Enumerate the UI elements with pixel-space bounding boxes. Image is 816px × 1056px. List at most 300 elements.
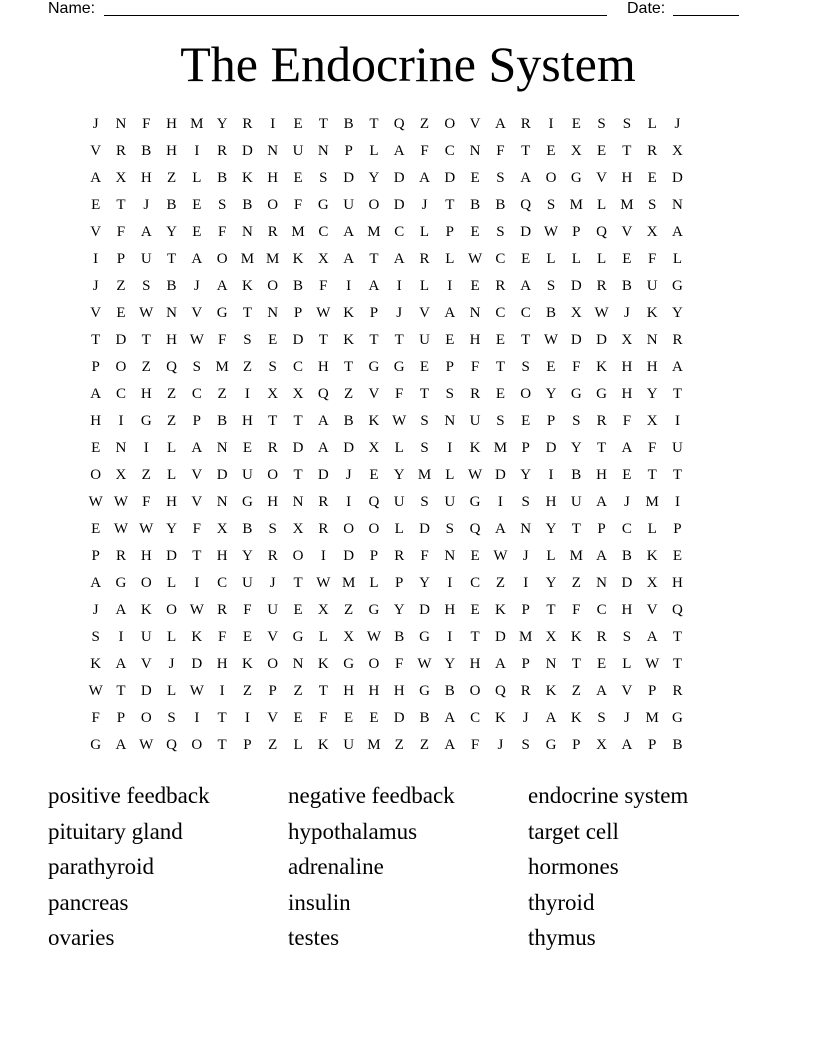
word-list-item: pancreas (48, 889, 129, 915)
grid-letter: F (217, 629, 227, 645)
grid-row (83, 732, 690, 759)
grid-letter: H (646, 359, 658, 375)
grid-letter: L (597, 251, 607, 267)
grid-letter: R (419, 251, 430, 267)
grid-letter: J (623, 710, 630, 726)
grid-row (83, 246, 690, 273)
grid-letter: F (192, 521, 201, 537)
grid-letter: A (494, 656, 506, 672)
grid-letter: H (242, 413, 253, 429)
grid-letter: O (545, 170, 557, 186)
grid-letter: I (447, 629, 453, 645)
grid-letter: T (419, 386, 430, 402)
grid-letter: A (90, 170, 102, 186)
grid-letter: L (672, 251, 683, 267)
grid-letter: A (393, 251, 405, 267)
grid-letter: E (293, 170, 303, 186)
grid-letter: Y (242, 548, 253, 564)
grid-letter: C (115, 386, 126, 402)
grid-letter: J (674, 116, 681, 132)
letter-grid (83, 111, 690, 759)
grid-letter: L (192, 170, 202, 186)
grid-letter: L (318, 629, 328, 645)
grid-letter: T (521, 143, 531, 159)
grid-letter: F (243, 602, 252, 618)
grid-letter: L (166, 575, 177, 591)
grid-letter: G (570, 386, 582, 402)
word-list-item: testes (288, 925, 340, 951)
grid-letter: B (166, 278, 177, 294)
grid-letter: T (369, 332, 379, 348)
grid-letter: V (90, 305, 102, 321)
grid-letter: C (621, 521, 632, 537)
grid-letter: T (369, 116, 379, 132)
grid-letter: B (571, 467, 582, 483)
grid-letter: H (621, 386, 633, 402)
grid-letter: V (90, 143, 102, 159)
grid-letter: V (191, 305, 203, 321)
grid-letter: I (346, 494, 352, 510)
grid-letter: E (622, 251, 632, 267)
grid-letter: L (597, 197, 607, 213)
grid-letter: K (343, 305, 355, 321)
grid-letter: J (168, 656, 175, 672)
word-list-item: target cell (528, 818, 619, 844)
grid-letter: P (648, 737, 657, 753)
grid-letter: O (140, 575, 152, 591)
grid-letter: F (496, 143, 505, 159)
grid-letter: I (93, 251, 99, 267)
grid-letter: B (166, 197, 177, 213)
grid-letter: J (522, 710, 529, 726)
grid-letter: Y (393, 602, 405, 618)
grid-letter: P (243, 737, 252, 753)
grid-letter: K (242, 278, 253, 294)
grid-letter: W (88, 683, 103, 699)
grid-letter: R (267, 548, 278, 564)
grid-letter: B (495, 197, 506, 213)
grid-letter: P (445, 359, 454, 375)
grid-letter: E (470, 278, 480, 294)
grid-letter: Z (571, 575, 581, 591)
grid-letter: K (90, 656, 102, 672)
grid-letter: E (116, 305, 126, 321)
grid-letter: K (646, 305, 658, 321)
grid-letter: G (216, 305, 228, 321)
grid-letter: A (444, 710, 456, 726)
grid-letter: A (444, 737, 456, 753)
grid-letter: D (570, 332, 582, 348)
grid-letter: M (519, 629, 533, 645)
grid-letter: O (216, 251, 228, 267)
grid-letter: N (115, 440, 127, 456)
grid-letter: W (189, 683, 204, 699)
grid-letter: F (91, 710, 100, 726)
grid-letter: I (396, 278, 402, 294)
grid-letter: U (343, 197, 355, 213)
grid-row (83, 570, 690, 597)
grid-letter: S (496, 413, 505, 429)
grid-letter: N (216, 440, 228, 456)
grid-letter: K (596, 359, 607, 375)
grid-row (83, 192, 690, 219)
grid-letter: O (444, 116, 456, 132)
grid-letter: L (419, 224, 430, 240)
word-list-item: thymus (528, 925, 596, 951)
grid-letter: T (166, 251, 177, 267)
grid-row (83, 381, 690, 408)
grid-letter: E (242, 629, 253, 645)
grid-letter: V (90, 224, 102, 240)
grid-letter: A (115, 602, 127, 618)
grid-letter: W (392, 413, 407, 429)
grid-letter: H (140, 170, 152, 186)
grid-letter: K (570, 629, 582, 645)
grid-letter: F (470, 359, 480, 375)
grid-letter: N (267, 143, 279, 159)
grid-letter: B (343, 413, 354, 429)
grid-letter: O (90, 467, 102, 483)
date-blank-line (673, 15, 739, 16)
grid-letter: S (546, 278, 556, 294)
grid-row (83, 516, 690, 543)
grid-letter: Z (571, 683, 581, 699)
grid-letter: Z (344, 602, 354, 618)
grid-letter: X (292, 521, 304, 537)
grid-letter: G (672, 710, 683, 726)
grid-letter: S (420, 494, 429, 510)
grid-letter: T (344, 359, 354, 375)
grid-letter: O (368, 197, 380, 213)
grid-letter: G (140, 413, 152, 429)
grid-letter: J (143, 197, 150, 213)
grid-letter: T (318, 332, 328, 348)
grid-letter: J (269, 575, 276, 591)
grid-letter: L (546, 548, 556, 564)
grid-letter: A (191, 440, 203, 456)
grid-letter: I (320, 548, 326, 564)
grid-letter: H (166, 494, 177, 510)
grid-letter: M (291, 224, 305, 240)
grid-letter: A (216, 278, 228, 294)
grid-letter: G (90, 737, 102, 753)
grid-letter: K (545, 683, 557, 699)
grid-letter: D (545, 440, 557, 456)
grid-letter: V (267, 629, 279, 645)
grid-letter: W (189, 602, 204, 618)
grid-letter: V (267, 710, 279, 726)
grid-letter: A (494, 116, 506, 132)
grid-letter: F (420, 548, 429, 564)
grid-letter: T (293, 575, 303, 591)
grid-letter: W (468, 251, 483, 267)
grid-letter: H (267, 494, 279, 510)
grid-letter: L (369, 143, 379, 159)
grid-letter: W (417, 656, 432, 672)
grid-letter: T (672, 629, 683, 645)
grid-letter: F (116, 224, 126, 240)
header (0, 0, 816, 20)
grid-letter: Z (242, 359, 253, 375)
grid-letter: G (368, 602, 380, 618)
grid-letter: N (216, 494, 228, 510)
grid-letter: B (470, 197, 481, 213)
grid-letter: A (672, 224, 683, 240)
grid-letter: C (394, 224, 405, 240)
grid-letter: E (597, 656, 607, 672)
grid-letter: R (520, 683, 531, 699)
grid-letter: N (444, 548, 456, 564)
grid-letter: M (341, 575, 356, 591)
grid-letter: A (90, 575, 102, 591)
grid-letter: I (548, 467, 554, 483)
grid-letter: W (113, 494, 129, 510)
grid-letter: V (140, 656, 152, 672)
grid-letter: L (647, 521, 657, 537)
grid-letter: T (268, 413, 278, 429)
grid-letter: H (140, 386, 152, 402)
grid-letter: H (166, 143, 177, 159)
grid-letter: T (242, 305, 253, 321)
grid-letter: E (242, 440, 253, 456)
grid-letter: H (368, 683, 380, 699)
grid-letter: Y (545, 521, 557, 537)
grid-letter: F (420, 143, 429, 159)
grid-letter: I (270, 116, 276, 132)
grid-letter: G (570, 170, 582, 186)
grid-letter: G (317, 197, 329, 213)
grid-letter: R (495, 278, 506, 294)
grid-letter: Y (393, 467, 405, 483)
grid-letter: U (140, 629, 152, 645)
grid-letter: Q (596, 224, 607, 240)
grid-letter: A (545, 710, 557, 726)
grid-letter: O (166, 602, 177, 618)
grid-letter: C (495, 305, 506, 321)
grid-letter: K (494, 710, 506, 726)
grid-letter: A (596, 548, 607, 564)
grid-letter: F (142, 494, 151, 510)
grid-letter: X (545, 629, 557, 645)
grid-letter: X (317, 602, 329, 618)
grid-letter: R (267, 440, 278, 456)
grid-letter: P (572, 224, 581, 240)
grid-letter: A (140, 224, 152, 240)
grid-letter: L (622, 656, 632, 672)
grid-letter: L (369, 575, 379, 591)
grid-letter: O (368, 656, 380, 672)
grid-letter: P (116, 710, 126, 726)
grid-letter: F (572, 359, 581, 375)
grid-letter: S (572, 413, 581, 429)
grid-letter: T (116, 683, 126, 699)
grid-letter: O (267, 197, 279, 213)
grid-letter: I (244, 710, 250, 726)
grid-letter: J (396, 305, 403, 321)
grid-letter: B (621, 278, 632, 294)
grid-letter: W (468, 467, 483, 483)
grid-letter: G (242, 494, 253, 510)
grid-letter: S (521, 737, 530, 753)
grid-letter: T (571, 521, 581, 537)
grid-letter: S (622, 629, 632, 645)
grid-letter: E (419, 359, 430, 375)
grid-letter: S (142, 278, 151, 294)
grid-letter: T (521, 332, 531, 348)
grid-letter: M (569, 548, 583, 564)
grid-letter: B (242, 197, 253, 213)
grid-letter: E (369, 710, 379, 726)
grid-letter: S (91, 629, 100, 645)
grid-letter: K (368, 413, 380, 429)
grid-letter: N (317, 143, 329, 159)
grid-letter: D (166, 548, 177, 564)
grid-letter: G (115, 575, 127, 591)
grid-letter: U (570, 494, 582, 510)
grid-letter: R (596, 629, 607, 645)
grid-letter: Q (166, 359, 177, 375)
grid-letter: N (444, 413, 456, 429)
grid-letter: M (417, 467, 432, 483)
grid-letter: A (494, 521, 506, 537)
grid-letter: Y (545, 575, 557, 591)
grid-letter: T (217, 737, 227, 753)
grid-letter: H (166, 116, 177, 132)
grid-letter: P (395, 575, 404, 591)
grid-letter: A (191, 251, 203, 267)
grid-letter: X (570, 143, 582, 159)
grid-letter: F (572, 602, 581, 618)
grid-letter: Z (242, 683, 253, 699)
grid-letter: X (596, 737, 607, 753)
grid-letter: U (343, 737, 355, 753)
grid-letter: F (648, 440, 657, 456)
grid-letter: H (216, 548, 228, 564)
grid-letter: L (419, 278, 430, 294)
grid-letter: T (445, 197, 455, 213)
grid-letter: E (445, 332, 455, 348)
grid-letter: E (546, 359, 556, 375)
grid-letter: T (495, 359, 505, 375)
grid-letter: A (596, 683, 607, 699)
grid-letter: J (421, 197, 428, 213)
grid-letter: Y (368, 170, 380, 186)
grid-letter: A (419, 170, 430, 186)
grid-letter: I (674, 413, 680, 429)
grid-letter: M (493, 440, 508, 456)
grid-letter: E (495, 386, 505, 402)
grid-letter: D (343, 548, 355, 564)
grid-letter: H (444, 602, 456, 618)
grid-letter: D (343, 170, 355, 186)
word-list-item: insulin (288, 889, 351, 915)
grid-letter: N (672, 197, 683, 213)
grid-letter: H (343, 683, 355, 699)
grid-letter: O (292, 548, 304, 564)
grid-letter: T (571, 656, 581, 672)
grid-letter: D (216, 467, 228, 483)
grid-letter: S (597, 710, 606, 726)
grid-letter: A (646, 629, 658, 645)
grid-letter: L (571, 251, 581, 267)
grid-letter: A (672, 359, 683, 375)
grid-letter: U (242, 575, 253, 591)
grid-row (83, 300, 690, 327)
grid-letter: E (369, 467, 379, 483)
grid-letter: D (343, 440, 355, 456)
grid-letter: Q (368, 494, 380, 510)
grid-letter: A (621, 440, 633, 456)
grid-letter: K (343, 332, 355, 348)
grid-letter: L (445, 251, 455, 267)
grid-letter: N (267, 305, 279, 321)
grid-letter: W (493, 548, 508, 564)
grid-letter: Y (216, 116, 228, 132)
grid-row (83, 138, 690, 165)
grid-letter: E (268, 332, 278, 348)
grid-letter: I (548, 116, 554, 132)
grid-letter: Q (166, 737, 177, 753)
grid-letter: E (647, 170, 657, 186)
grid-letter: H (672, 575, 683, 591)
grid-letter: S (648, 197, 657, 213)
grid-letter: Z (166, 170, 177, 186)
grid-letter: P (521, 440, 530, 456)
grid-letter: C (520, 305, 531, 321)
grid-letter: F (622, 413, 632, 429)
grid-letter: X (267, 386, 279, 402)
grid-letter: I (447, 575, 453, 591)
grid-letter: H (545, 494, 557, 510)
grid-letter: A (90, 386, 102, 402)
grid-letter: M (367, 224, 381, 240)
grid-letter: S (521, 494, 530, 510)
grid-letter: U (242, 467, 253, 483)
grid-letter: H (469, 332, 481, 348)
grid-letter: R (217, 143, 228, 159)
grid-letter: Y (672, 305, 683, 321)
grid-letter: W (139, 521, 154, 537)
grid-letter: Z (116, 278, 126, 294)
grid-letter: Z (166, 386, 177, 402)
grid-letter: G (368, 359, 380, 375)
grid-letter: A (520, 278, 532, 294)
grid-letter: R (520, 116, 531, 132)
grid-letter: Y (166, 521, 177, 537)
grid-letter: P (546, 413, 556, 429)
grid-letter: B (419, 710, 430, 726)
grid-letter: N (115, 116, 127, 132)
grid-letter: L (546, 251, 556, 267)
grid-letter: S (217, 197, 227, 213)
grid-letter: T (91, 332, 101, 348)
grid-letter: R (318, 521, 329, 537)
grid-letter: T (141, 332, 151, 348)
grid-letter: Z (419, 116, 430, 132)
grid-letter: X (368, 440, 380, 456)
name-label: Name: (48, 0, 96, 17)
grid-letter: J (623, 305, 630, 321)
grid-letter: Q (469, 521, 481, 537)
grid-letter: H (621, 602, 633, 618)
grid-letter: C (596, 602, 607, 618)
grid-letter: E (571, 116, 581, 132)
grid-letter: L (394, 440, 404, 456)
page-title: The Endocrine System (180, 36, 636, 92)
grid-letter: T (318, 683, 328, 699)
grid-letter: F (142, 116, 151, 132)
grid-letter: M (215, 359, 229, 375)
